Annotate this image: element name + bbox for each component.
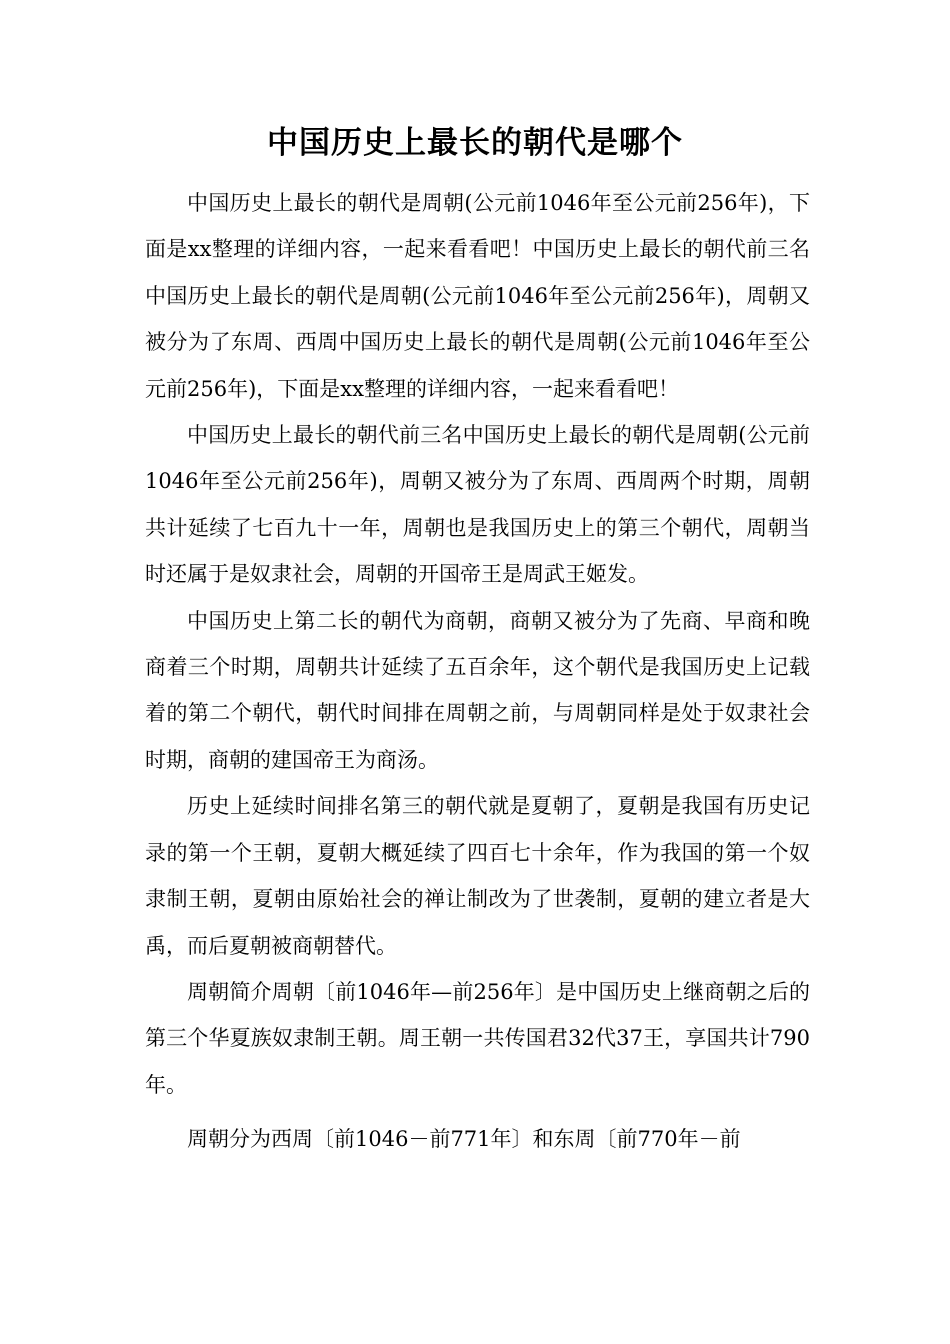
paragraph-1: 中国历史上最长的朝代是周朝(公元前1046年至公元前256年)，下面是xx整理的详细内容，一起来看看吧！中国历史上最长的朝代前三名中国历史上最长的朝代是周朝(公元前1046年至公元前256年)，周朝又被分为了东周、西周中国历史上最长的朝代是周朝(公元前1046年至公元前256年)，下面是xx整理的详细内容，一起来看看吧！	[145, 191, 810, 401]
paragraph-6: 周朝分为西周〔前1046－前771年〕和东周〔前770年－前	[187, 1127, 741, 1152]
document-body	[145, 180, 810, 1163]
paragraph-2: 中国历史上最长的朝代前三名中国历史上最长的朝代是周朝(公元前1046年至公元前256年)，周朝又被分为了东周、西周两个时期，周朝共计延续了七百九十一年，周朝也是我国历史上的第三个朝代，周朝当时还属于是奴隶社会，周朝的开国帝王是周武王姬发。	[145, 423, 810, 587]
document-title: 中国历史上最长的朝代是哪个	[267, 125, 683, 161]
paragraph-5: 周朝简介周朝〔前1046年—前256年〕是中国历史上继商朝之后的第三个华夏族奴隶制王朝。周王朝一共传国君32代37王，享国共计790年。	[145, 979, 810, 1097]
paragraph-4: 历史上延续时间排名第三的朝代就是夏朝了，夏朝是我国有历史记录的第一个王朝，夏朝大概延续了四百七十余年，作为我国的第一个奴隶制王朝，夏朝由原始社会的禅让制改为了世袭制，夏朝的建立者是大禹，而后夏朝被商朝替代。	[145, 794, 810, 958]
paragraph-3: 中国历史上第二长的朝代为商朝，商朝又被分为了先商、早商和晚商着三个时期，周朝共计延续了五百余年，这个朝代是我国历史上记载着的第二个朝代，朝代时间排在周朝之前，与周朝同样是处于奴隶社会时期，商朝的建国帝王为商汤。	[145, 608, 810, 772]
